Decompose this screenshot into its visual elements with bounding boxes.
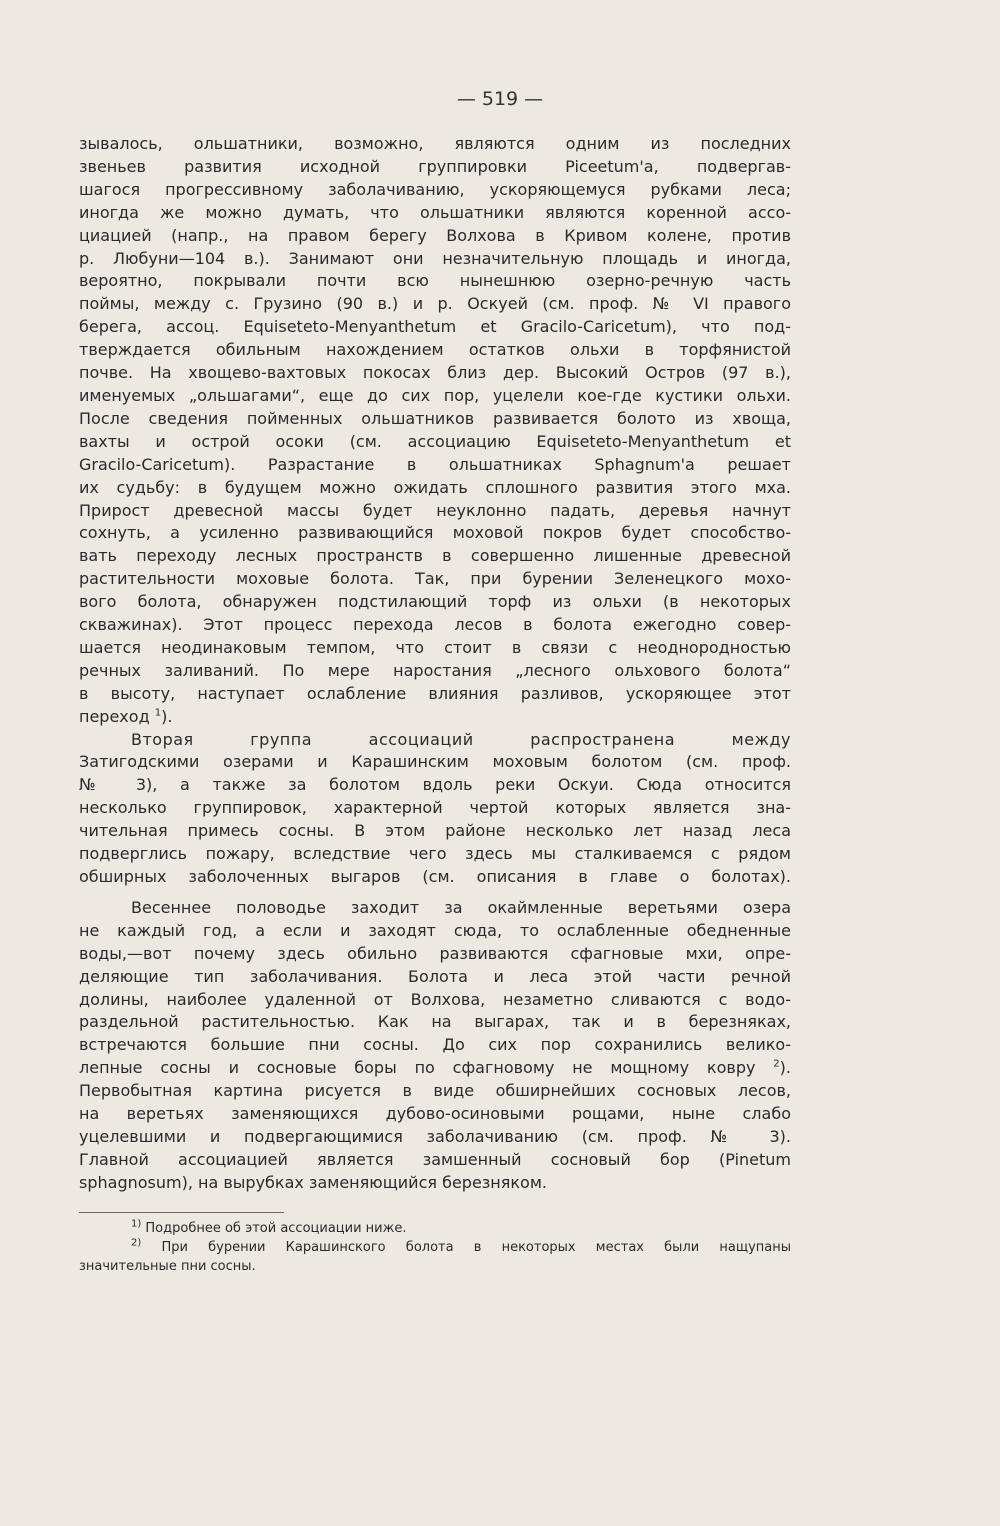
text-line: Первобытная картина рисуется в виде обширнейших сосновых лесов, xyxy=(79,1081,791,1101)
footnote-ref: 2 xyxy=(773,1058,780,1070)
text-fragment: лепные сосны и сосновые боры по сфагновому не мощному ковру xyxy=(79,1058,774,1078)
text-line: скважинах). Этот процесс перехода лесов в болота ежегодно совер- xyxy=(79,615,791,635)
text-line: их судьбу: в будущем можно ожидать сплошного развития этого мха. xyxy=(79,477,791,497)
text-line: Прирост древесной массы будет неуклонно падать, деревья начнут xyxy=(79,500,791,520)
paragraph-gap xyxy=(79,889,791,897)
text-line: Затигодскими озерами и Карашинским моховым болотом (см. проф. xyxy=(79,752,791,772)
text-line: р. Любуни—104 в.). Занимают они незначительную площадь и иногда, xyxy=(79,248,791,268)
footnote-continuation: значительные пни сосны. xyxy=(79,1259,256,1274)
text-line: подверглись пожару, вследствие чего здесь мы сталкиваемся с рядом xyxy=(79,844,791,864)
text-line: вать переходу лесных пространств в совершенно лишенные древесной xyxy=(79,546,791,566)
text-line: Gracilo-Caricetum). Разрастание в ольшатниках Sphagnum'a решает xyxy=(79,454,791,474)
text-line: раздельной растительностью. Как на выгарах, так и в березняках, xyxy=(79,1012,791,1032)
footnote-marker: 1) xyxy=(131,1218,142,1230)
text-line: несколько группировок, характерной чертой которых является зна- xyxy=(79,798,791,818)
footnotes xyxy=(79,1219,791,1276)
footnote xyxy=(79,1219,791,1238)
footnote-divider xyxy=(79,1212,284,1213)
text-line: уцелевшими и подвергающимися заболачиванию (см. проф. № 3). xyxy=(79,1126,791,1146)
text-fragment: ). xyxy=(779,1058,791,1078)
text-line: вахты и острой осоки (см. ассоциацию Equiseteto-Menyanthetum et xyxy=(79,431,791,451)
text-line: вого болота, обнаружен подстилающий торф из ольхи (в некоторых xyxy=(79,592,791,612)
text-line: растительности моховые болота. Так, при бурении Зеленецкого мохо- xyxy=(79,569,791,589)
text-fragment: переход xyxy=(79,706,155,726)
footnote-marker: 2) xyxy=(131,1237,142,1249)
footnote xyxy=(79,1238,791,1257)
text-line: № 3), а также за болотом вдоль реки Оскуи. Сюда относится xyxy=(79,775,791,795)
text-line: поймы, между с. Грузино (90 в.) и р. Оскуей (см. проф. № VI правого xyxy=(79,294,791,314)
footnote-ref: 1 xyxy=(154,707,162,719)
text-line: речных заливаний. По мере наростания „лесного ольхового болота“ xyxy=(79,660,791,680)
text-line: Весеннее половодье заходит за окаймленные веретьями озера xyxy=(131,897,791,917)
text-line: Главной ассоциацией является замшенный сосновый бор (Pinetum xyxy=(79,1149,791,1169)
page-number: — 519 — xyxy=(456,88,544,110)
text-line: тверждается обильным нахождением остатков ольхи в торфянистой xyxy=(79,340,791,360)
text-line: После сведения пойменных ольшатников развивается болото из хвоща, xyxy=(79,408,791,428)
text-line: на веретьях заменяющихся дубово-осиновыми рощами, ныне слабо xyxy=(79,1104,791,1124)
footnote-text: Подробнее об этой ассоциации ниже. xyxy=(145,1221,407,1236)
text-line: берега, ассоц. Equiseteto-Menyanthetum et Gracilo-Caricetum), что под- xyxy=(79,317,791,337)
text-line: почве. На хвощево-вахтовых покосах близ дер. Высокий Остров (97 в.), xyxy=(79,363,791,383)
text-line xyxy=(79,1057,791,1080)
text-line: Вторая группа ассоциаций распространена между xyxy=(131,729,791,749)
text-line: долины, наиболее удаленной от Волхова, незаметно сливаются с водо- xyxy=(79,989,791,1009)
text-line: деляющие тип заболачивания. Болота и леса этой части речной xyxy=(79,966,791,986)
text-line: зывалось, ольшатники, возможно, являются одним из последних xyxy=(79,134,791,153)
body-text xyxy=(79,133,791,1195)
text-line: звеньев развития исходной группировки Piceetum'a, подвергав- xyxy=(79,156,791,176)
text-line: чительная примесь сосны. В этом районе несколько лет назад леса xyxy=(79,821,791,841)
text-line: не каждый год, а если и заходят сюда, то ослабленные обедненные xyxy=(79,920,791,940)
text-line: шагося прогрессивному заболачиванию, ускоряющемуся рубками леса; xyxy=(79,179,791,199)
text-line: встречаются большие пни сосны. До сих пор сохранились велико- xyxy=(79,1035,791,1055)
text-line: вероятно, покрывали почти всю нынешнюю озерно-речную часть xyxy=(79,271,791,291)
text-line: циацией (напр., на правом берегу Волхова в Кривом колене, против xyxy=(79,225,791,245)
footnote-text: При бурении Карашинского болота в некоторых местах были нащупаны xyxy=(161,1240,792,1255)
text-line: сохнуть, а усиленно развивающийся моховой покров будет способство- xyxy=(79,523,791,543)
text-line: обширных заболоченных выгаров (см. описания в главе о болотах). xyxy=(79,867,791,886)
text-line: воды,—вот почему здесь обильно развиваются сфагновые мхи, опре- xyxy=(79,943,791,963)
text-line: именуемых „ольшагами“, еще до сих пор, уцелели кое-где кустики ольхи. xyxy=(79,385,791,405)
text-line: иногда же можно думать, что ольшатники являются коренной ассо- xyxy=(79,202,791,222)
text-fragment: ). xyxy=(161,706,173,726)
text-line: шается неодинаковым темпом, что стоит в связи с неоднородностью xyxy=(79,637,791,657)
text-line: в высоту, наступает ослабление влияния разливов, ускоряющее этот xyxy=(79,683,791,703)
text-line xyxy=(79,706,791,729)
text-line: sphagnosum), на вырубках заменяющийся березняком. xyxy=(79,1172,547,1192)
